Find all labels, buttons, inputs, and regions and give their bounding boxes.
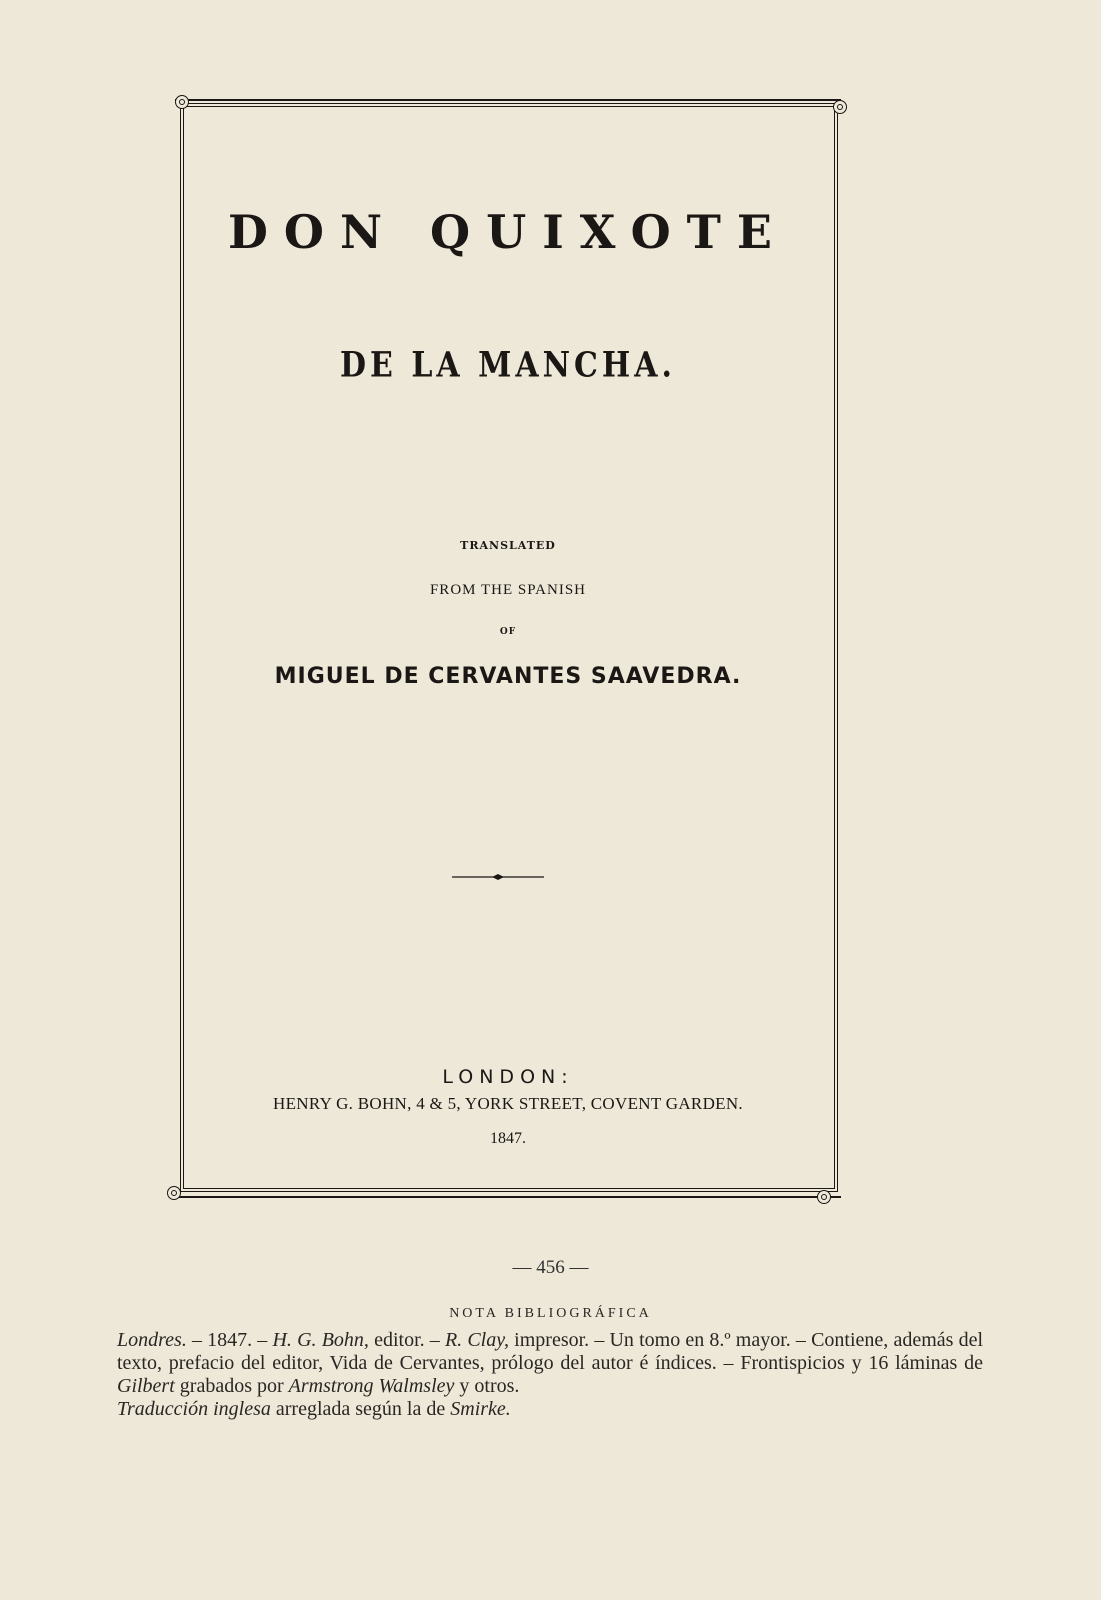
- corner-ornament-icon: [833, 100, 847, 114]
- corner-ornament-icon: [167, 1186, 181, 1200]
- page-number: — 456 —: [512, 1257, 589, 1278]
- book-title: DON QUIXOTE: [228, 205, 788, 259]
- from-label: FROM THE SPANISH: [429, 582, 587, 598]
- nota-text: editor. –: [368, 1329, 445, 1351]
- nota-text: Smirke.: [450, 1398, 511, 1420]
- nota-text: – 1847. –: [186, 1329, 273, 1351]
- nota-text: R. Clay,: [444, 1329, 510, 1351]
- nota-heading: NOTA BIBLIOGRÁFICA: [449, 1306, 652, 1321]
- book-subtitle: DE LA MANCHA.: [340, 345, 676, 386]
- corner-ornament-icon: [817, 1190, 831, 1204]
- author-name: MIGUEL DE CERVANTES SAAVEDRA.: [274, 664, 742, 689]
- nota-text: impresor. – Un tomo en 8.º mayor. – Contiene, además del texto, prefacio del editor, Vida de Cervantes, prólogo del autor é índices. – Frontispicios y 16 láminas de: [117, 1329, 984, 1374]
- nota-text: Gilbert: [117, 1375, 175, 1397]
- imprint-publisher: HENRY G. BOHN, 4 & 5, YORK STREET, COVENT GARDEN.: [273, 1094, 743, 1113]
- nota-text: Londres.: [117, 1329, 187, 1351]
- title-page-frame: [180, 103, 838, 1192]
- of-label: OF: [499, 627, 517, 637]
- divider-ornament-icon: [452, 874, 544, 880]
- nota-text: H. G. Bohn,: [272, 1329, 369, 1351]
- nota-text: Armstrong Walmsley: [288, 1375, 455, 1397]
- nota-text: grabados por: [174, 1375, 289, 1397]
- nota-paragraph: [117, 1329, 983, 1398]
- corner-ornament-icon: [175, 95, 189, 109]
- nota-paragraph: [117, 1398, 983, 1421]
- nota-text: Traducción inglesa: [117, 1398, 271, 1420]
- nota-text: y otros.: [454, 1375, 520, 1397]
- nota-text: arreglada según la de: [270, 1398, 451, 1420]
- translated-label: TRANSLATED: [460, 539, 556, 552]
- imprint-city: LONDON:: [442, 1066, 574, 1088]
- nota-body: [117, 1329, 983, 1421]
- imprint-year: 1847.: [490, 1130, 526, 1147]
